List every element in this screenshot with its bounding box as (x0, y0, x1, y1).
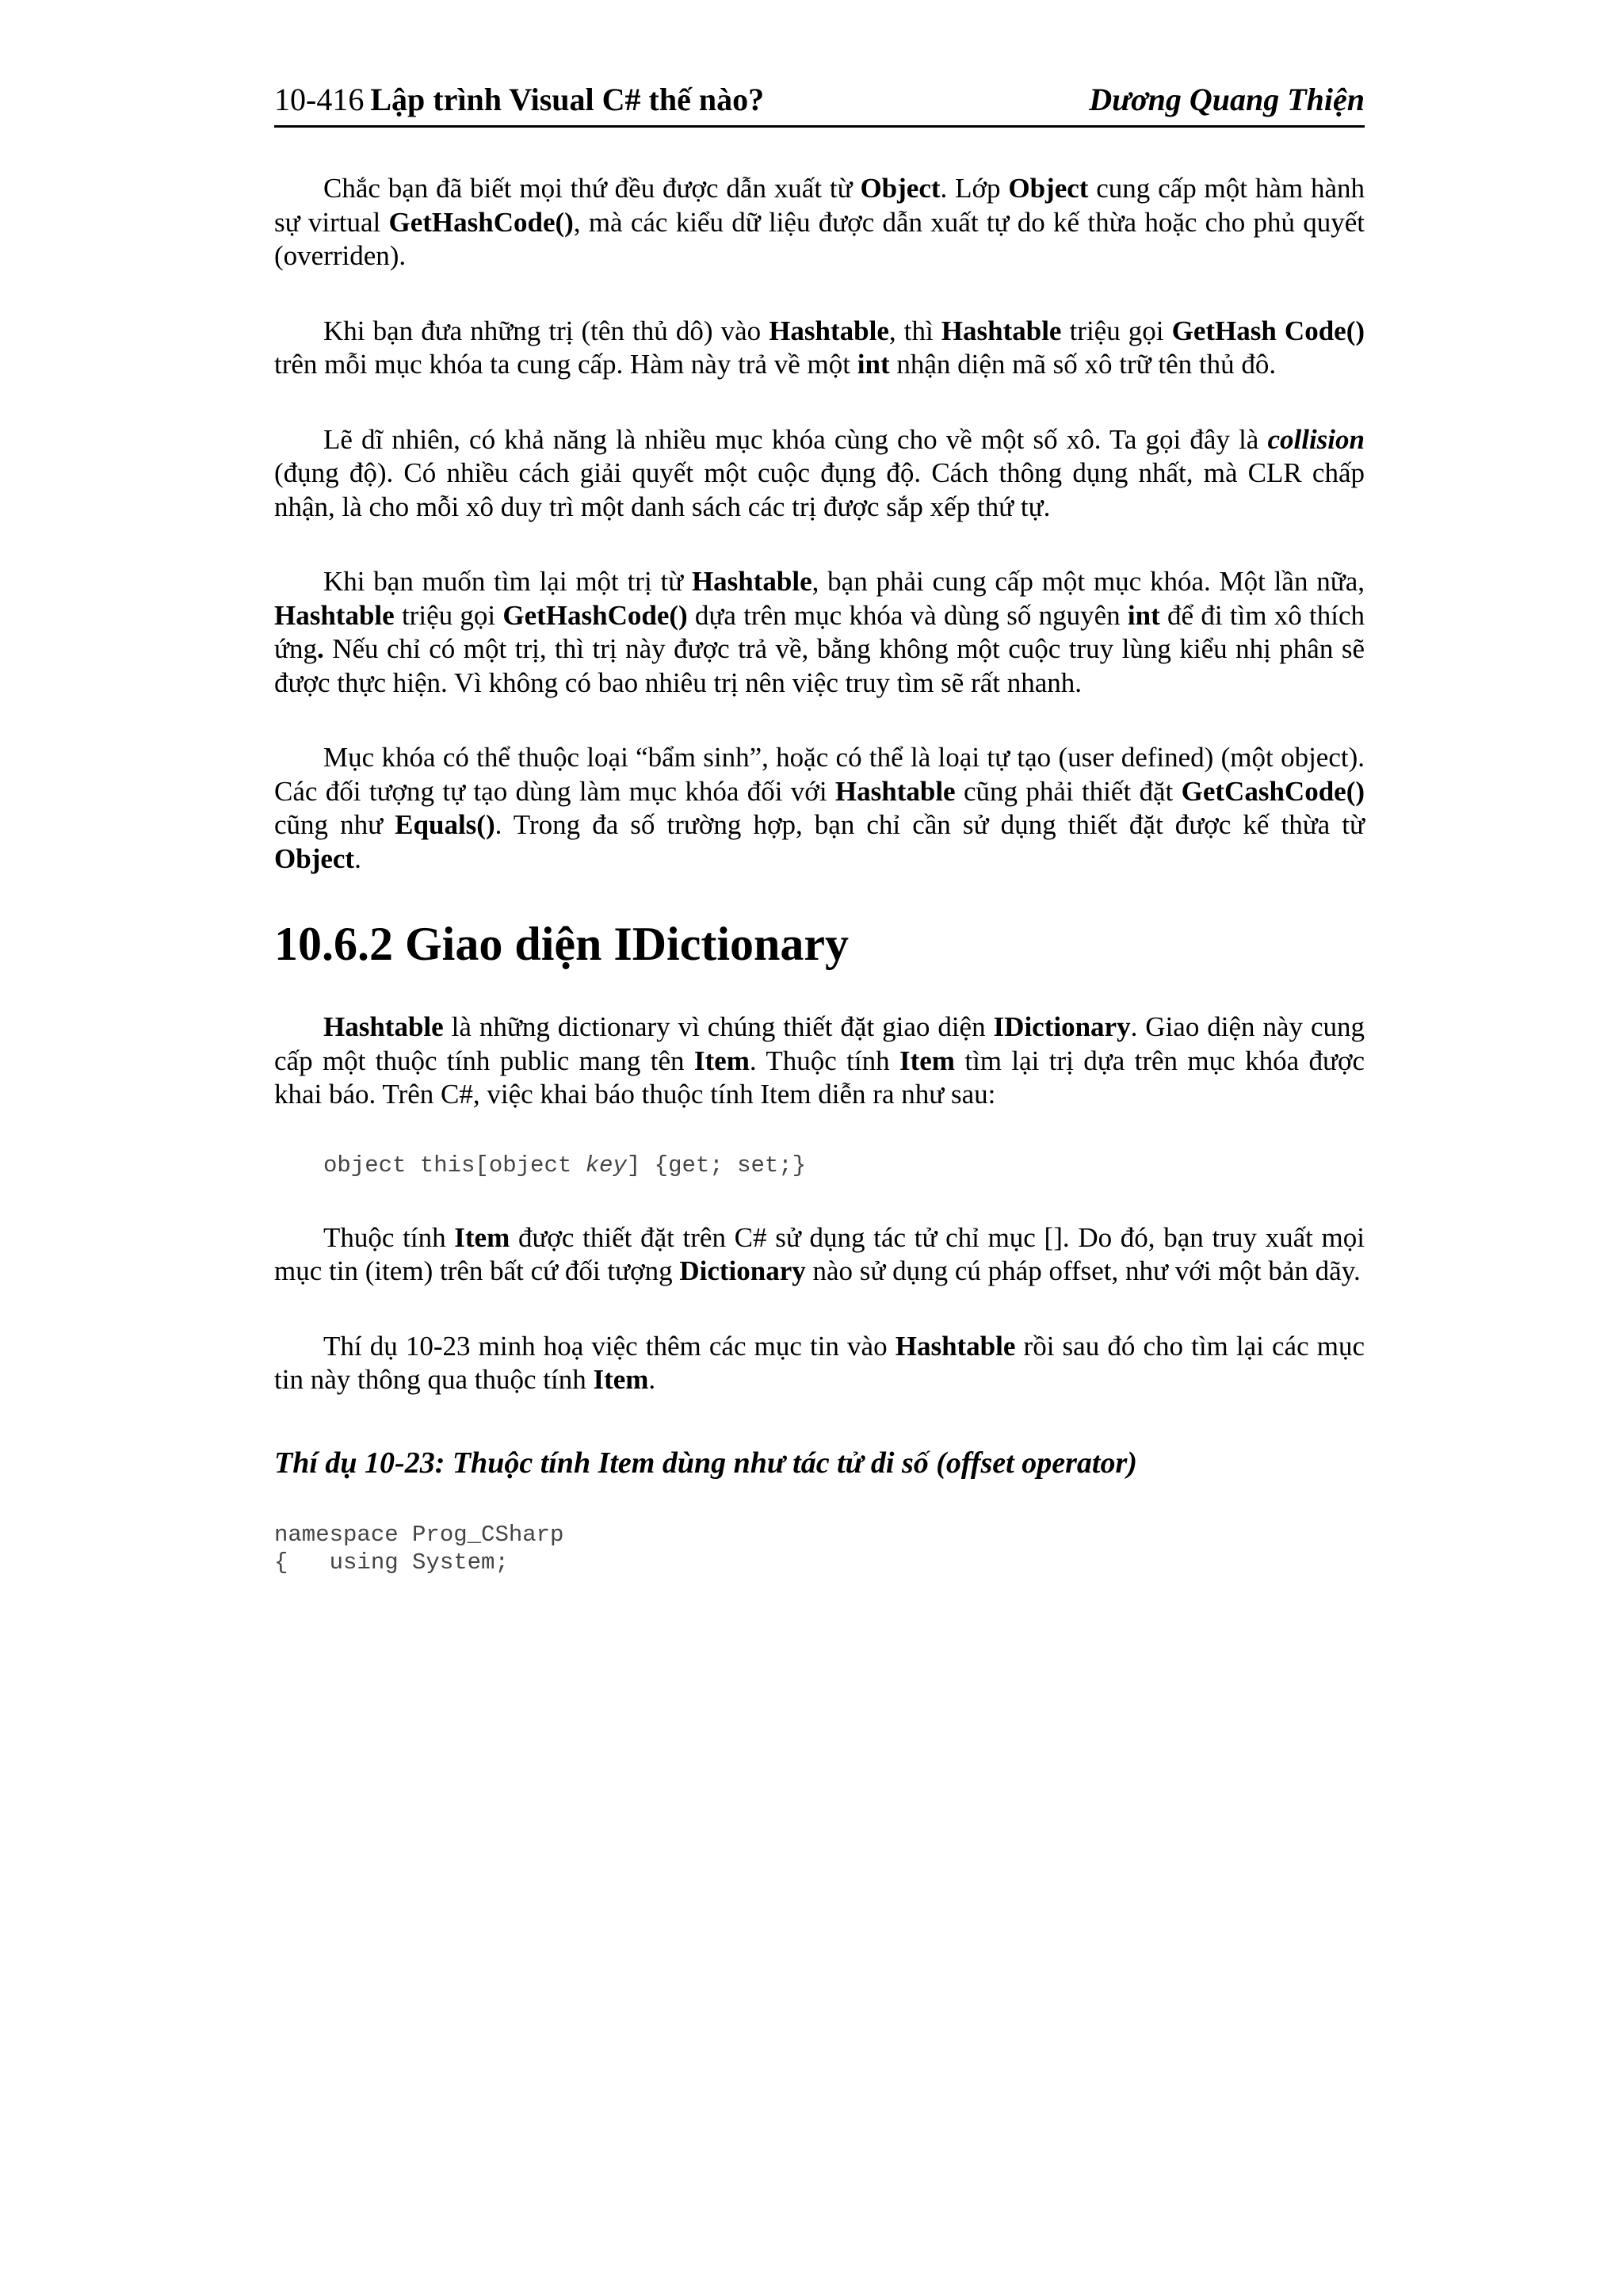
text-run: . Lớp (940, 173, 1009, 204)
text-run: cũng phải thiết đặt (955, 775, 1182, 807)
text-run: trên mỗi mục khóa ta cung cấp. Hàm này trả về một (274, 349, 857, 380)
author-name: Dương Quang Thiện (1089, 82, 1365, 117)
text-run: Chắc bạn đã biết mọi thứ đều được dẫn xuất từ (323, 173, 861, 204)
text-run: Hashtable (691, 566, 812, 597)
code-snippet-item-declaration (323, 1152, 1365, 1180)
text-run: . Giao diện này cung cấp một thuộc tính public mang tên (274, 1011, 1365, 1076)
code-part-after: ] {get; set;} (626, 1152, 807, 1179)
text-run: GetHash Code() (1171, 315, 1365, 346)
text-run: Mục khóa có thể thuộc loại “bẩm sinh”, hoặc có thể là loại tự tạo (user defined) (một object). Các đối tượng tự tạo dùng làm mục khóa đối với (274, 742, 1365, 807)
paragraph-7 (274, 1221, 1365, 1289)
paragraph-4 (274, 565, 1365, 700)
text-run: cũng như (274, 809, 395, 840)
text-run: để đi tìm xô thích ứng (274, 599, 1365, 664)
paragraph-5 (274, 741, 1365, 876)
text-run: IDictionary (993, 1011, 1131, 1042)
text-run: Lẽ dĩ nhiên, có khả năng là nhiều mục khóa cùng cho về một số xô. Ta gọi đây là (323, 423, 1268, 455)
paragraph-1 (274, 172, 1365, 273)
text-run: Hashtable (323, 1011, 444, 1042)
text-run: . (354, 842, 361, 874)
text-run: nhận diện mã số xô trữ tên thủ đô. (889, 349, 1277, 380)
paragraph-6 (274, 1010, 1365, 1112)
section-heading: 10.6.2 Giao diện IDictionary (274, 918, 850, 970)
text-run: Khi bạn đưa những trị (tên thủ dô) vào (323, 315, 769, 346)
text-run: Thí dụ 10-23 minh hoạ việc thêm các mục tin vào (323, 1330, 896, 1362)
text-run: Hashtable (941, 315, 1062, 346)
text-run: là những dictionary vì chúng thiết đặt giao diện (443, 1011, 994, 1042)
text-run: Hashtable (274, 599, 395, 631)
code-part-key: key (585, 1152, 627, 1179)
text-run: , mà các kiểu dữ liệu được dẫn xuất tự do kế thừa hoặc cho phủ quyết (overriden). (274, 206, 1365, 271)
page-header (274, 76, 1365, 128)
text-run: . (648, 1364, 656, 1395)
text-run: GetHashCode() (502, 599, 688, 631)
text-run: Nếu chỉ có một trị, thì trị này được trả về, bằng không một cuộc truy lùng kiểu nhị phân sẽ được thực hiện. Vì không có bao nhiêu trị nên việc truy tìm sẽ rất nhanh. (274, 633, 1365, 698)
text-run: , thì (888, 315, 941, 346)
text-run: Item (693, 1045, 750, 1076)
code-listing: namespace Prog_CSharp { using System; (274, 1521, 564, 1576)
text-run: Dictionary (679, 1255, 806, 1286)
text-run: triệu gọi (1061, 315, 1172, 346)
page-number: 10-416 (274, 82, 365, 117)
text-run: . Thuộc tính (749, 1045, 899, 1076)
example-title: Thí dụ 10-23: Thuộc tính Item dùng như tác tử di số (offset operator) (274, 1446, 1137, 1480)
text-run: Thuộc tính (323, 1221, 455, 1253)
text-run: collision (1267, 423, 1365, 455)
text-run: tìm lại trị dựa trên mục khóa được khai báo. Trên C#, việc khai báo thuộc tính Item diễn ra như sau: (274, 1045, 1365, 1110)
text-run: nào sử dụng cú pháp offset, như với một bản dãy. (805, 1255, 1361, 1286)
text-run: . (316, 633, 324, 664)
text-run: Item (899, 1045, 955, 1076)
text-run: int (857, 349, 890, 380)
header-left (274, 81, 764, 118)
text-run: Item (454, 1221, 510, 1253)
paragraph-3 (274, 423, 1365, 525)
paragraph-8 (274, 1330, 1365, 1397)
text-run: Object (1008, 173, 1089, 204)
text-run: rồi sau đó cho tìm lại các mục tin này thông qua thuộc tính (274, 1330, 1365, 1395)
text-run: dựa trên mục khóa và dùng số nguyên (687, 599, 1128, 631)
text-run: GetHashCode() (388, 206, 574, 238)
text-run: cung cấp một hàm hành sự virtual (274, 173, 1365, 238)
text-run: Khi bạn muốn tìm lại một trị từ (323, 566, 692, 597)
document-page (274, 76, 1365, 1576)
text-run: GetCashCode() (1181, 775, 1365, 807)
text-run: Item (593, 1364, 649, 1395)
text-run: triệu gọi (394, 599, 503, 631)
text-run: . Trong đa số trường hợp, bạn chỉ cần sử dụng thiết đặt được kế thừa từ (495, 809, 1365, 840)
text-run: Hashtable (769, 315, 889, 346)
text-run: (đụng độ). Có nhiều cách giải quyết một cuộc đụng độ. Cách thông dụng nhất, mà CLR chấp nhận, là cho mỗi xô duy trì một danh sách các trị được sắp xếp thứ tự. (274, 457, 1365, 522)
text-run: Object (274, 842, 355, 874)
text-run: Hashtable (834, 775, 956, 807)
text-run: được thiết đặt trên C# sử dụng tác tử chỉ mục []. Do đó, bạn truy xuất mọi mục tin (item) trên bất cứ đối tượng (274, 1221, 1365, 1286)
text-run: , bạn phải cung cấp một mục khóa. Một lần nữa, (812, 566, 1365, 597)
code-part-before: object this[object (323, 1152, 586, 1179)
text-run: int (1127, 599, 1160, 631)
text-run: Object (860, 173, 941, 204)
text-run: Equals() (395, 809, 495, 840)
paragraph-2 (274, 315, 1365, 382)
book-title: Lập trình Visual C# thế nào? (370, 82, 765, 117)
text-run: Hashtable (895, 1330, 1016, 1362)
